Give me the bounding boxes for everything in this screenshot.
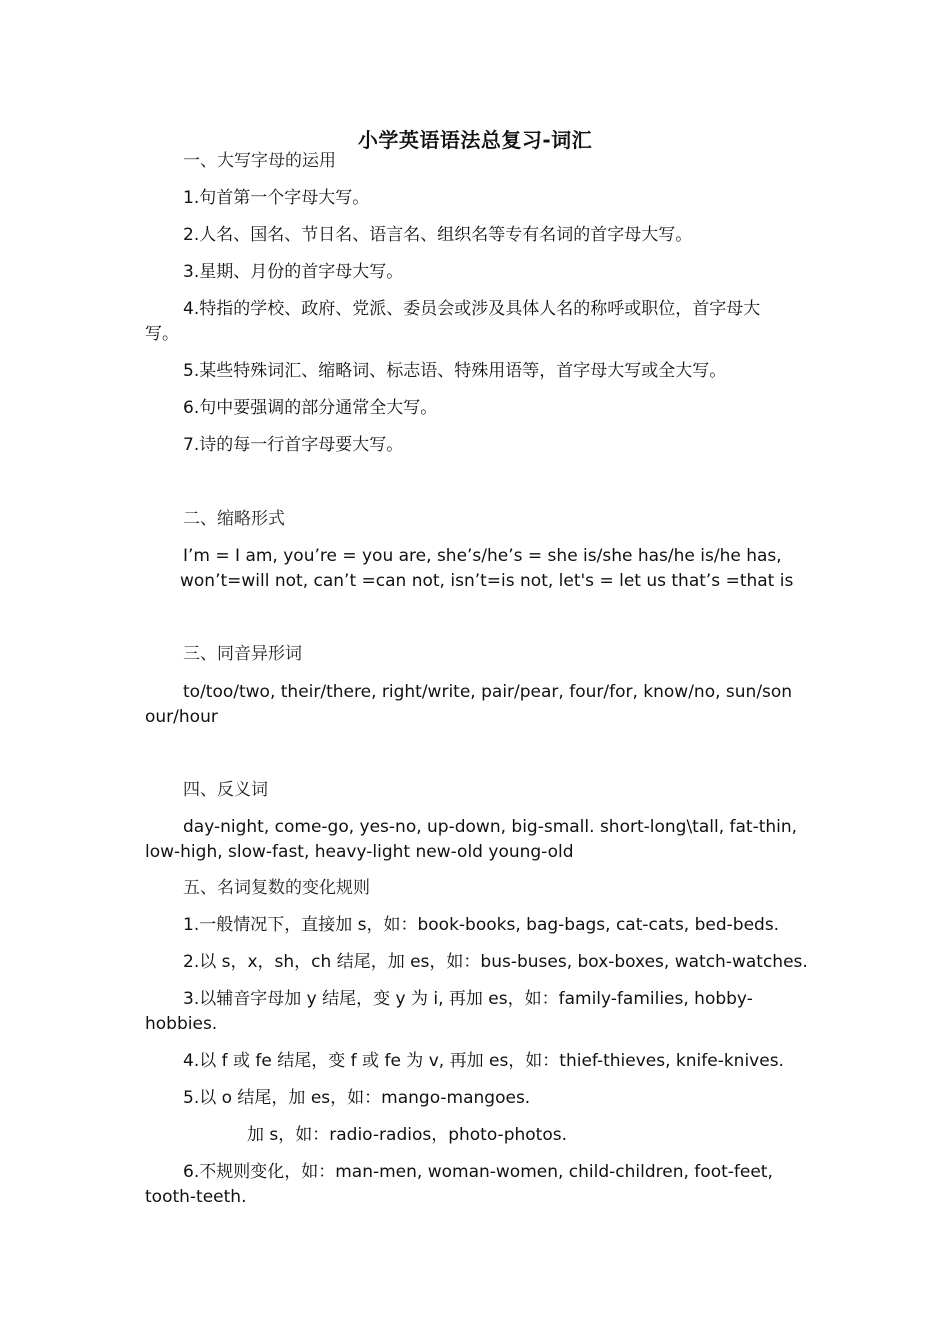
section-5-heading: 五、名词复数的变化规则	[183, 878, 370, 898]
rule-1-6: 6.句中要强调的部分通常全大写。	[183, 398, 438, 418]
plural-rule-6-cont: tooth-teeth.	[145, 1187, 247, 1207]
rule-1-7: 7.诗的每一行首字母要大写。	[183, 435, 404, 455]
section-4-heading: 四、反义词	[183, 780, 268, 800]
plural-rule-2: 2.以 s，x，sh，ch 结尾，加 es，如：bus-buses, box-boxes, watch-watches.	[183, 952, 808, 972]
rule-1-5: 5.某些特殊词汇、缩略词、标志语、特殊用语等，首字母大写或全大写。	[183, 361, 727, 381]
homophones-line-2: our/hour	[145, 707, 218, 727]
document-title: 小学英语语法总复习-词汇	[357, 128, 593, 152]
plural-rule-1: 1.一般情况下，直接加 s，如：book-books, bag-bags, cat-cats, bed-beds.	[183, 915, 780, 935]
contractions-line-2: won’t=will not, can’t =can not, isn’t=is not, let's = let us that’s =that is	[180, 571, 794, 591]
rule-1-3: 3.星期、月份的首字母大写。	[183, 262, 404, 282]
antonyms-line-1: day-night, come-go, yes-no, up-down, big-small. short-long\tall, fat-thin,	[183, 817, 798, 837]
rule-1-4-cont: 写。	[145, 324, 179, 344]
section-1-heading: 一、大写字母的运用	[183, 151, 336, 171]
section-3-heading: 三、同音异形词	[183, 644, 302, 664]
plural-rule-3-cont: hobbies.	[145, 1014, 218, 1034]
plural-rule-4: 4.以 f 或 fe 结尾，变 f 或 fe 为 v, 再加 es，如：thief-thieves, knife-knives.	[183, 1051, 784, 1071]
section-2-heading: 二、缩略形式	[183, 509, 285, 529]
plural-rule-5b: 加 s，如：radio-radios，photo-photos.	[247, 1125, 567, 1145]
rule-1-2: 2.人名、国名、节日名、语言名、组织名等专有名词的首字母大写。	[183, 225, 693, 245]
plural-rule-3: 3.以辅音字母加 y 结尾，变 y 为 i, 再加 es，如：family-families, hobby-	[183, 989, 753, 1009]
plural-rule-6: 6.不规则变化，如：man-men, woman-women, child-children, foot-feet,	[183, 1162, 773, 1182]
rule-1-1: 1.句首第一个字母大写。	[183, 188, 370, 208]
contractions-line-1: I’m = I am, you’re = you are, she’s/he’s = she is/she has/he is/he has,	[183, 546, 782, 566]
homophones-line-1: to/too/two, their/there, right/write, pair/pear, four/for, know/no, sun/son	[183, 682, 793, 702]
rule-1-4: 4.特指的学校、政府、党派、委员会或涉及具体人名的称呼或职位，首字母大	[183, 299, 761, 319]
antonyms-line-2: low-high, slow-fast, heavy-light new-old young-old	[145, 842, 574, 862]
plural-rule-5: 5.以 o 结尾，加 es，如：mango-mangoes.	[183, 1088, 531, 1108]
